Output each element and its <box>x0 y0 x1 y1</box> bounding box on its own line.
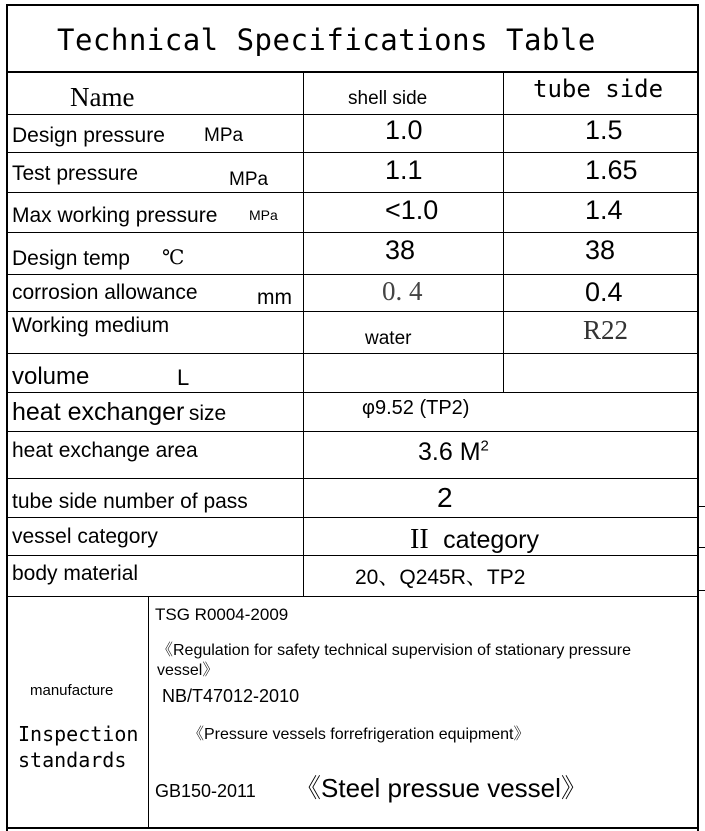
row-divider <box>6 192 699 193</box>
standard-3-title: 《Steel pressue vessel》 <box>295 773 587 803</box>
design-pressure-label: Design pressure <box>12 124 165 147</box>
row-divider <box>6 555 699 556</box>
heat-exchanger-size-unit: size <box>188 402 227 425</box>
row-divider <box>6 71 699 73</box>
table-title: Technical Specifications Table <box>57 23 596 57</box>
heat-exchange-area-label: heat exchange area <box>12 439 198 462</box>
standards-label-standards: standards <box>18 748 127 772</box>
max-working-pressure-tube: 1.4 <box>585 195 623 225</box>
design-pressure-unit: MPa <box>204 125 244 146</box>
edge-tick <box>699 547 705 548</box>
vessel-category-value <box>410 526 539 554</box>
tube-passes-value: 2 <box>437 482 453 513</box>
heat-exchanger-size-value: φ9.52 (TP2) <box>362 397 470 419</box>
standard-2-code: NB/T47012-2010 <box>162 686 300 706</box>
body-material-value: 20、Q245R、TP2 <box>355 566 526 589</box>
header-shell-side: shell side <box>348 88 428 109</box>
corrosion-allowance-unit: mm <box>257 286 292 309</box>
row-divider <box>6 596 699 597</box>
working-medium-tube: R22 <box>583 315 629 345</box>
row-divider <box>6 478 699 479</box>
row-divider <box>6 152 699 153</box>
working-medium-label: Working medium <box>12 314 170 337</box>
row-divider <box>6 517 699 518</box>
volume-unit: L <box>177 365 190 390</box>
corrosion-allowance-tube: 0.4 <box>585 277 623 307</box>
standard-1-title-line1: 《Regulation for safety technical supervision of stationary pressure <box>157 642 632 659</box>
border-right <box>697 4 699 831</box>
standard-2-title: 《Pressure vessels forrefrigeration equipment》 <box>188 726 530 743</box>
tube-passes-label: tube side number of pass <box>12 490 248 513</box>
heat-exchanger-label-text: heat exchanger <box>12 398 185 426</box>
standard-3-code: GB150-2011 <box>155 781 256 801</box>
max-working-pressure-shell: <1.0 <box>385 195 439 225</box>
test-pressure-shell: 1.1 <box>385 155 423 185</box>
row-divider <box>6 353 699 354</box>
design-pressure-shell: 1.0 <box>385 115 423 145</box>
corrosion-allowance-shell: 0. 4 <box>382 276 423 306</box>
standard-1-code: TSG R0004-2009 <box>155 605 289 624</box>
design-pressure-tube: 1.5 <box>585 115 623 145</box>
border-left <box>6 4 8 831</box>
standard-1-title-line2: vessel》 <box>157 662 219 679</box>
row-divider <box>6 311 699 312</box>
test-pressure-label: Test pressure <box>12 162 139 185</box>
heat-exchange-area-value <box>418 437 489 466</box>
vessel-category-text: category <box>443 526 539 554</box>
design-temp-tube: 38 <box>585 235 616 265</box>
vessel-category-numeral: II <box>410 524 429 555</box>
test-pressure-unit: MPa <box>229 169 269 190</box>
vessel-category-label: vessel category <box>12 525 158 548</box>
row-divider <box>6 431 699 432</box>
max-working-pressure-label: Max working pressure <box>12 204 218 227</box>
column-divider <box>503 72 504 392</box>
column-divider <box>303 72 304 596</box>
row-divider <box>6 274 699 275</box>
working-medium-shell: water <box>365 328 412 349</box>
header-tube-side: tube side <box>533 75 664 103</box>
corrosion-allowance-label: corrosion allowance <box>12 281 198 304</box>
design-temp-label: Design temp <box>12 247 130 270</box>
design-temp-unit: ℃ <box>162 247 185 269</box>
heat-exchange-area-number: 3.6 M <box>418 438 481 466</box>
heat-exchange-area-superscript: 2 <box>480 437 489 455</box>
edge-tick <box>699 590 705 591</box>
body-material-label: body material <box>12 562 139 585</box>
design-temp-shell: 38 <box>385 235 416 265</box>
row-divider <box>6 232 699 233</box>
heat-exchanger-size-label <box>12 400 226 425</box>
volume-label: volume <box>12 363 90 390</box>
header-name: Name <box>70 82 135 112</box>
row-divider <box>6 392 699 393</box>
standards-label-inspection: Inspection <box>18 722 139 746</box>
test-pressure-tube: 1.65 <box>585 155 638 185</box>
border-bottom <box>6 827 699 829</box>
max-working-pressure-unit: MPa <box>249 207 278 223</box>
column-divider <box>148 596 149 829</box>
standards-label-manufacture: manufacture <box>30 682 114 699</box>
border-top <box>6 4 699 6</box>
edge-tick <box>699 506 705 507</box>
